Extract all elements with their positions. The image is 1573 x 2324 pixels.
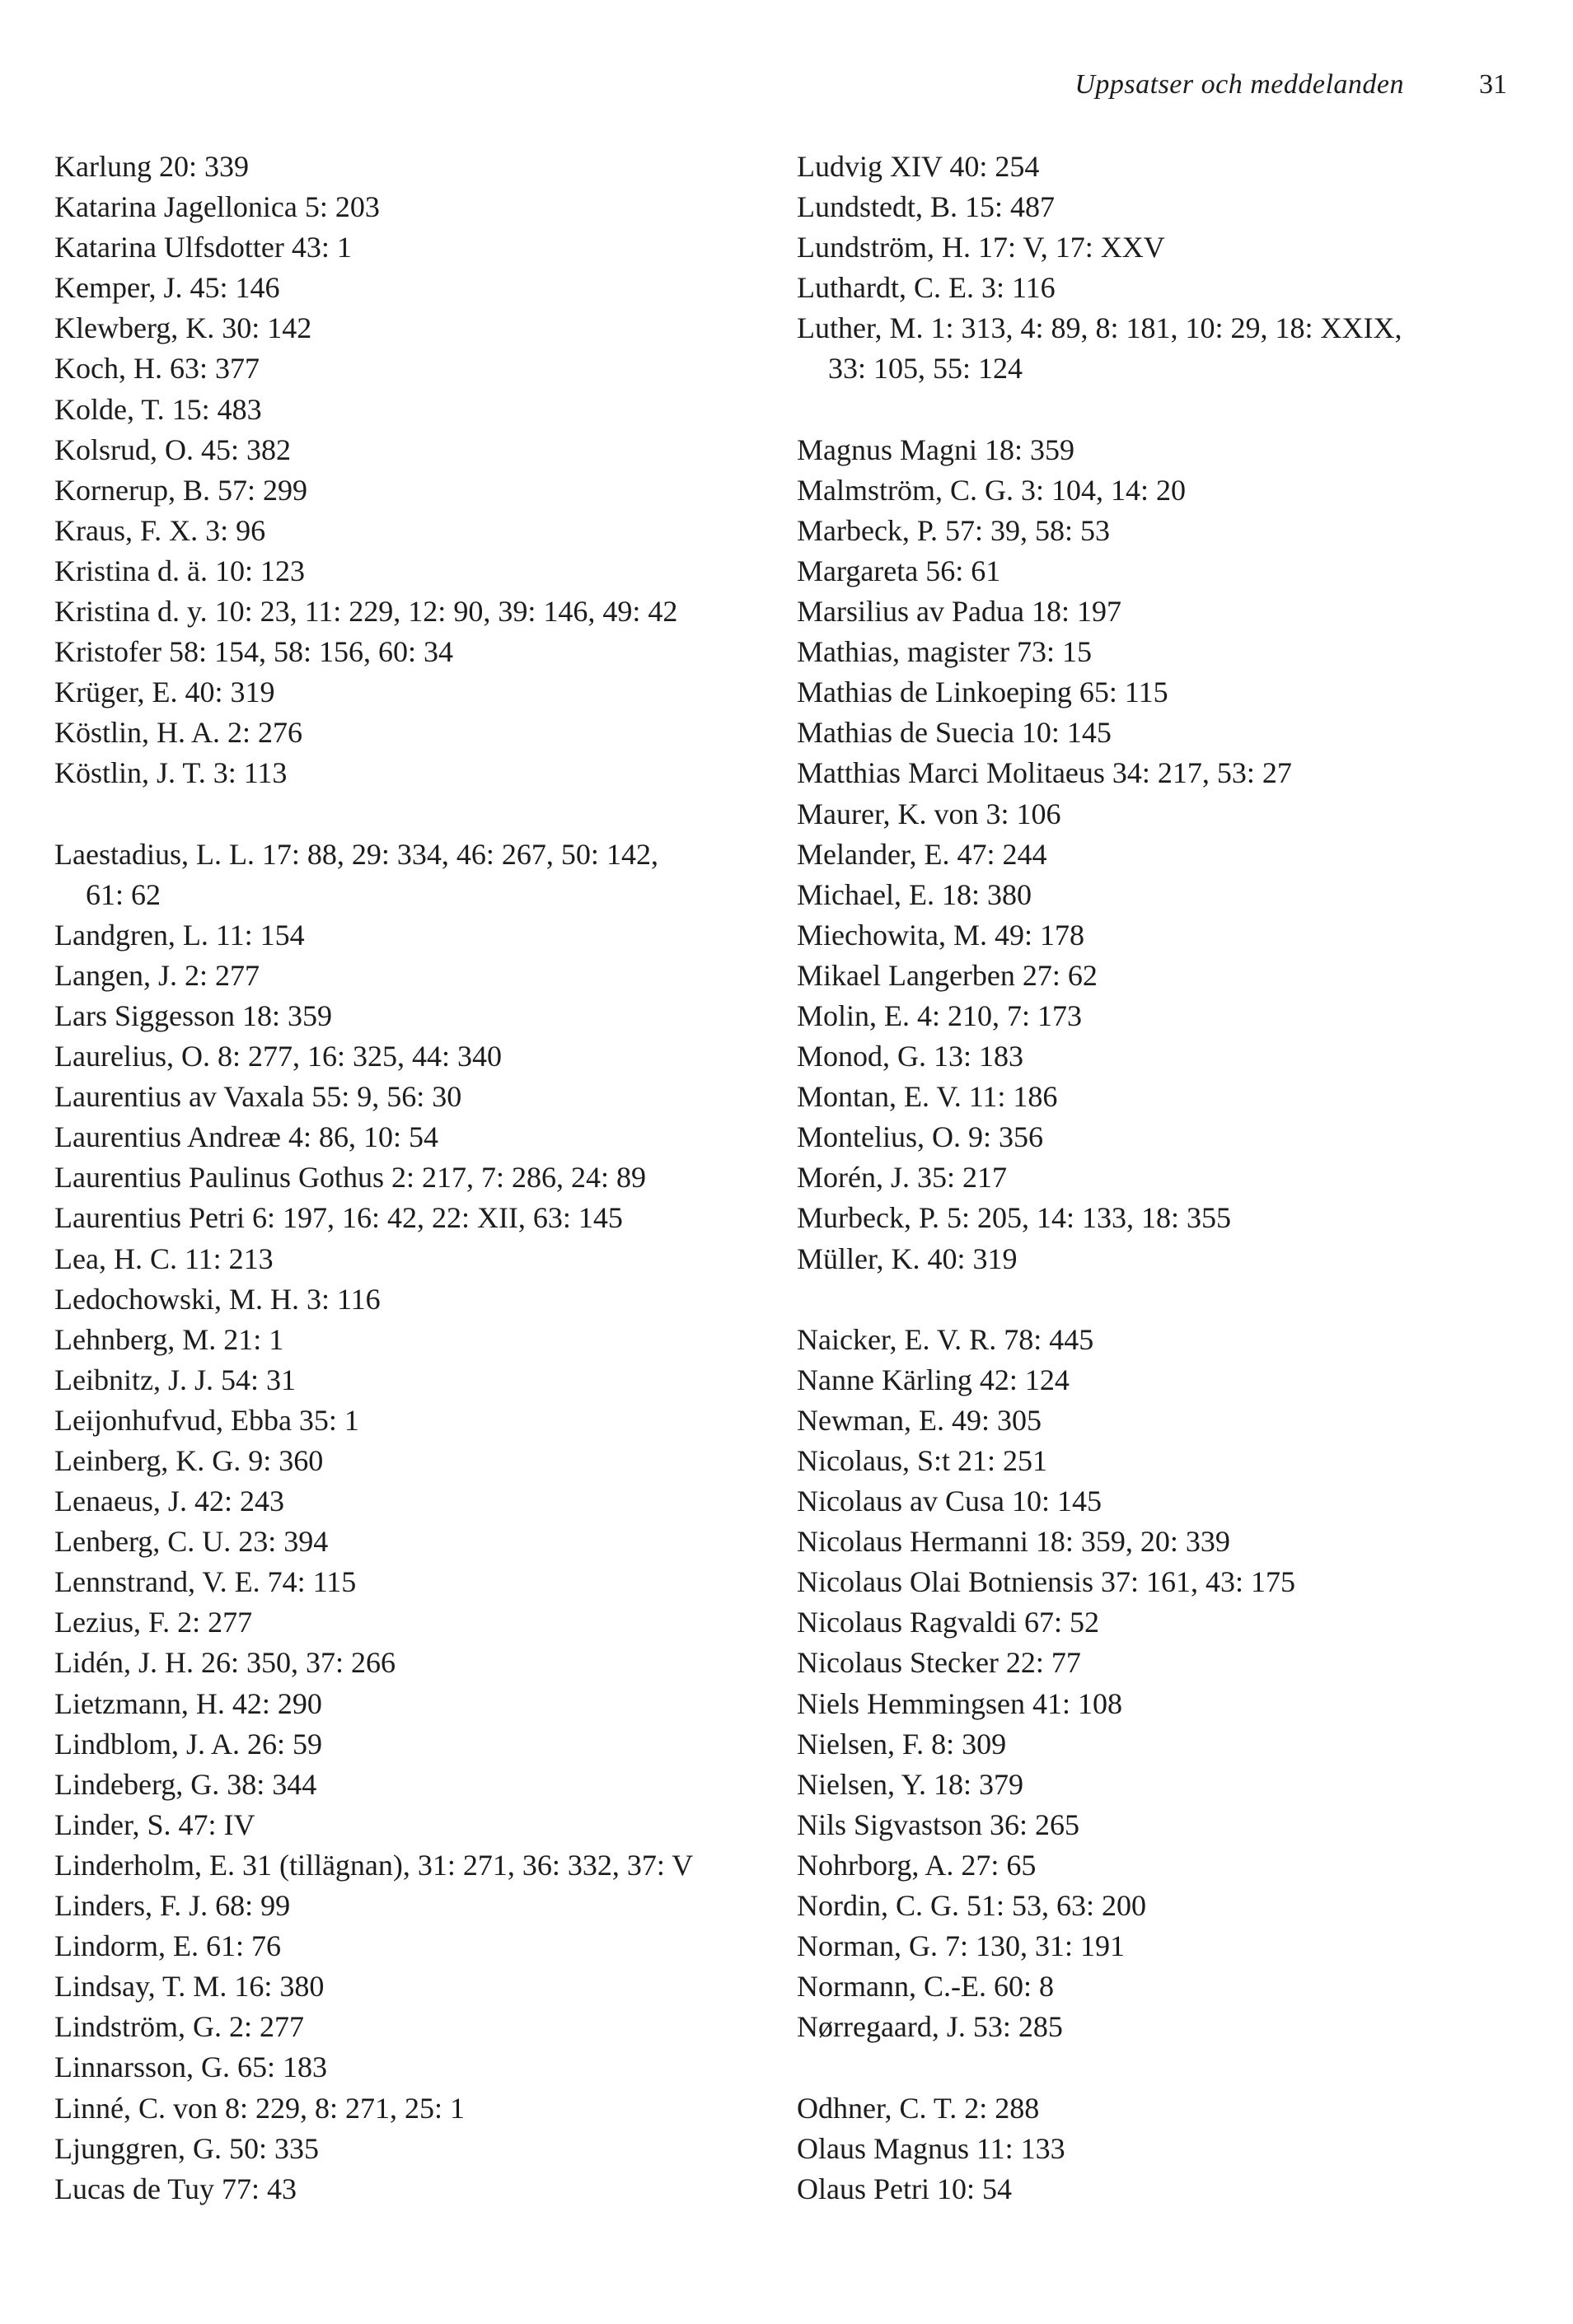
- index-entry: Laurelius, O. 8: 277, 16: 325, 44: 340: [54, 1040, 502, 1073]
- index-entry: Lezius, F. 2: 277: [54, 1606, 253, 1639]
- index-entry: Krüger, E. 40: 319: [54, 676, 275, 709]
- index-entry: Miechowita, M. 49: 178: [797, 918, 1084, 952]
- index-entry: Kristofer 58: 154, 58: 156, 60: 34: [54, 635, 453, 669]
- index-entry: Odhner, C. T. 2: 288: [797, 2091, 1040, 2125]
- index-entry: Köstlin, J. T. 3: 113: [54, 756, 288, 790]
- index-entry: Nielsen, Y. 18: 379: [797, 1767, 1023, 1801]
- index-entry: Kemper, J. 45: 146: [54, 271, 280, 305]
- index-entry: Katarina Ulfsdotter 43: 1: [54, 231, 352, 264]
- index-entry: Laurentius av Vaxala 55: 9, 56: 30: [54, 1080, 462, 1114]
- index-entry: Lea, H. C. 11: 213: [54, 1241, 274, 1275]
- index-entry: Linnarsson, G. 65: 183: [54, 2050, 327, 2084]
- index-entry: Kornerup, B. 57: 299: [54, 473, 307, 507]
- index-entry: Lindström, G. 2: 277: [54, 2010, 304, 2044]
- index-entry: Norman, G. 7: 130, 31: 191: [797, 1929, 1125, 1963]
- index-entry: Lundström, H. 17: V, 17: XXV: [797, 231, 1165, 264]
- index-entry-continuation: 33: 105, 55: 124: [828, 352, 1023, 386]
- index-entry: Ledochowski, M. H. 3: 116: [54, 1282, 381, 1316]
- index-entry: Luther, M. 1: 313, 4: 89, 8: 181, 10: 29, 18: XXIX,: [797, 311, 1402, 345]
- index-entry: Lucas de Tuy 77: 43: [54, 2172, 297, 2205]
- index-entry: Melander, E. 47: 244: [797, 837, 1047, 871]
- index-column-left: [54, 147, 763, 2209]
- index-entry: Ludvig XIV 40: 254: [797, 150, 1040, 183]
- index-entry: Leinberg, K. G. 9: 360: [54, 1444, 324, 1477]
- section-gap: [797, 1279, 1522, 1320]
- index-entry: Montan, E. V. 11: 186: [797, 1080, 1058, 1114]
- index-entry: Nicolaus Hermanni 18: 359, 20: 339: [797, 1525, 1230, 1559]
- index-entry: Laurentius Petri 6: 197, 16: 42, 22: XII, 63: 145: [54, 1201, 623, 1235]
- index-entry: Ljunggren, G. 50: 335: [54, 2131, 319, 2165]
- index-entry: Karlung 20: 339: [54, 150, 249, 183]
- index-entry: Mathias, magister 73: 15: [797, 635, 1092, 669]
- index-entry: Laestadius, L. L. 17: 88, 29: 334, 46: 267, 50: 142,: [54, 837, 658, 871]
- page-number: 31: [1479, 69, 1507, 100]
- index-entry: Luthardt, C. E. 3: 116: [797, 271, 1056, 305]
- index-entry: Marbeck, P. 57: 39, 58: 53: [797, 513, 1110, 547]
- index-entry: Nielsen, F. 8: 309: [797, 1727, 1007, 1761]
- index-entry: Linders, F. J. 68: 99: [54, 1889, 291, 1923]
- index-entry: Niels Hemmingsen 41: 108: [797, 1686, 1122, 1720]
- index-entry: Maurer, K. von 3: 106: [797, 797, 1061, 830]
- index-entry: Nicolaus, S:t 21: 251: [797, 1444, 1047, 1477]
- index-entry: Nicolaus av Cusa 10: 145: [797, 1485, 1102, 1518]
- index-entry: Lenaeus, J. 42: 243: [54, 1485, 284, 1518]
- index-entry: Müller, K. 40: 319: [797, 1241, 1018, 1275]
- index-entry: Normann, C.-E. 60: 8: [797, 1970, 1054, 2004]
- index-entry: Nohrborg, A. 27: 65: [797, 1848, 1037, 1882]
- index-entry: Nordin, C. G. 51: 53, 63: 200: [797, 1889, 1147, 1923]
- index-entry: Lundstedt, B. 15: 487: [797, 190, 1055, 224]
- index-entry: Lietzmann, H. 42: 290: [54, 1686, 322, 1720]
- index-entry: Nanne Kärling 42: 124: [797, 1363, 1070, 1396]
- index-entry: Mathias de Suecia 10: 145: [797, 716, 1112, 750]
- index-entry: Margareta 56: 61: [797, 554, 1001, 587]
- index-entry: Katarina Jagellonica 5: 203: [54, 190, 380, 224]
- index-entry: Linderholm, E. 31 (tillägnan), 31: 271, 36: 332, 37: V: [54, 1848, 694, 1882]
- index-entry: Monod, G. 13: 183: [797, 1040, 1024, 1073]
- index-entry: Lenberg, C. U. 23: 394: [54, 1525, 329, 1559]
- index-entry: Magnus Magni 18: 359: [797, 433, 1074, 466]
- index-entry: Kristina d. ä. 10: 123: [54, 554, 305, 587]
- index-entry: Lidén, J. H. 26: 350, 37: 266: [54, 1646, 396, 1680]
- index-entry: Murbeck, P. 5: 205, 14: 133, 18: 355: [797, 1201, 1231, 1235]
- index-entry: Lindeberg, G. 38: 344: [54, 1767, 317, 1801]
- index-entry: Michael, E. 18: 380: [797, 877, 1032, 911]
- running-title: Uppsatser och meddelanden: [1074, 69, 1404, 100]
- index-entry: Lars Siggesson 18: 359: [54, 998, 332, 1032]
- index-entry-continuation: 61: 62: [86, 877, 162, 911]
- index-entry: Laurentius Andreæ 4: 86, 10: 54: [54, 1120, 438, 1154]
- index-entry: Olaus Petri 10: 54: [797, 2172, 1012, 2205]
- index-entry: Nicolaus Olai Botniensis 37: 161, 43: 175: [797, 1565, 1295, 1599]
- index-entry: Kolsrud, O. 45: 382: [54, 433, 291, 466]
- index-entry: Kristina d. y. 10: 23, 11: 229, 12: 90, 39: 146, 49: 42: [54, 595, 678, 629]
- index-entry: Montelius, O. 9: 356: [797, 1120, 1044, 1154]
- index-entry: Landgren, L. 11: 154: [54, 918, 305, 952]
- index-entry: Nicolaus Stecker 22: 77: [797, 1646, 1081, 1680]
- index-entry: Nicolaus Ragvaldi 67: 52: [797, 1606, 1099, 1639]
- index-entry: Langen, J. 2: 277: [54, 958, 260, 992]
- section-gap: [54, 794, 763, 835]
- index-entry: Mathias de Linkoeping 65: 115: [797, 676, 1168, 709]
- index-entry: Kraus, F. X. 3: 96: [54, 513, 266, 547]
- index-entry: Kolde, T. 15: 483: [54, 392, 262, 426]
- index-entry: Olaus Magnus 11: 133: [797, 2131, 1065, 2165]
- index-entry: Naicker, E. V. R. 78: 445: [797, 1322, 1094, 1356]
- index-entry: Klewberg, K. 30: 142: [54, 311, 312, 345]
- index-entry: Matthias Marci Molitaeus 34: 217, 53: 27: [797, 756, 1292, 790]
- index-entry: Morén, J. 35: 217: [797, 1161, 1007, 1195]
- index-entry: Leibnitz, J. J. 54: 31: [54, 1363, 296, 1396]
- index-entry: Leijonhufvud, Ebba 35: 1: [54, 1403, 359, 1437]
- index-entry: Linné, C. von 8: 229, 8: 271, 25: 1: [54, 2091, 465, 2125]
- index-entry: Lindblom, J. A. 26: 59: [54, 1727, 323, 1761]
- section-gap: [797, 390, 1522, 430]
- index-entry: Lindorm, E. 61: 76: [54, 1929, 281, 1963]
- index-entry: Marsilius av Padua 18: 197: [797, 595, 1121, 629]
- index-entry: Köstlin, H. A. 2: 276: [54, 716, 303, 750]
- index-entry: Koch, H. 63: 377: [54, 352, 260, 386]
- index-entry: Malmström, C. G. 3: 104, 14: 20: [797, 473, 1187, 507]
- index-entry: Nørregaard, J. 53: 285: [797, 2010, 1063, 2044]
- index-entry: Molin, E. 4: 210, 7: 173: [797, 998, 1083, 1032]
- index-column-right: [797, 147, 1522, 2209]
- index-entry: Newman, E. 49: 305: [797, 1403, 1042, 1437]
- index-entry: Mikael Langerben 27: 62: [797, 958, 1098, 992]
- index-entry: Lennstrand, V. E. 74: 115: [54, 1565, 357, 1599]
- index-entry: Laurentius Paulinus Gothus 2: 217, 7: 286, 24: 89: [54, 1161, 646, 1195]
- index-entry: Nils Sigvastson 36: 265: [797, 1807, 1080, 1841]
- section-gap: [797, 2047, 1522, 2088]
- page-header: [0, 69, 1573, 109]
- index-entry: Lindsay, T. M. 16: 380: [54, 1970, 325, 2004]
- index-entry: Linder, S. 47: IV: [54, 1807, 255, 1841]
- index-entry: Lehnberg, M. 21: 1: [54, 1322, 284, 1356]
